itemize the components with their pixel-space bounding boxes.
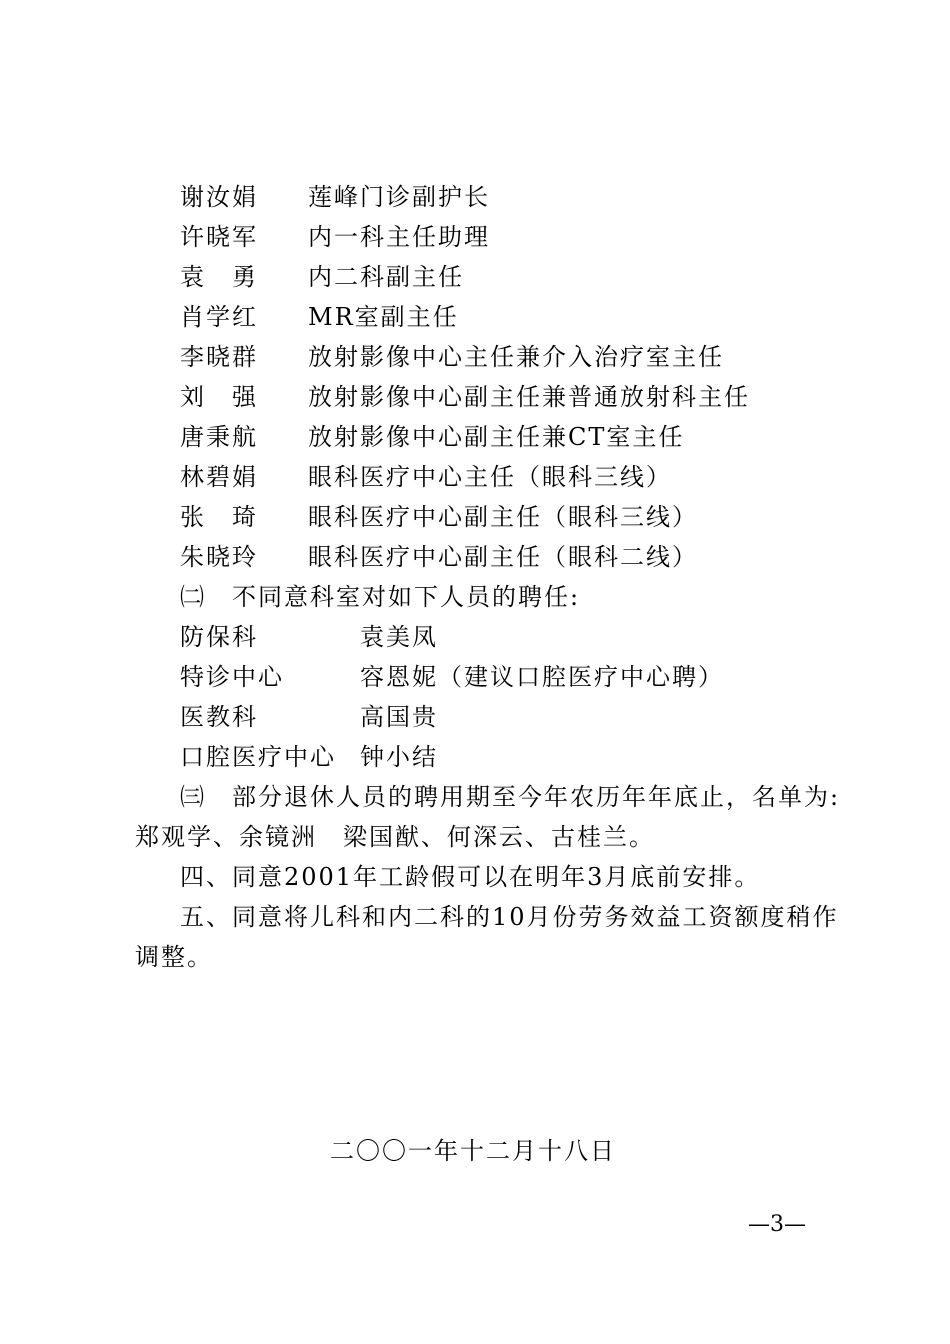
appointment-role: 放射影像中心副主任兼CT室主任 xyxy=(308,423,685,451)
person-name: 袁美凤 xyxy=(360,623,438,651)
department-name: 特诊中心 xyxy=(180,663,284,691)
appointment-name: 刘 强 xyxy=(180,383,258,411)
section-2-heading: ㈡ 不同意科室对如下人员的聘任: xyxy=(180,583,581,611)
section-4-paragraph: 四、同意2001年工龄假可以在明年3月底前安排。 xyxy=(180,863,761,891)
department-name: 口腔医疗中心 xyxy=(180,743,336,771)
department-name: 防保科 xyxy=(180,623,258,651)
page-number: —3— xyxy=(748,1212,806,1237)
appointment-role: 眼科医疗中心副主任（眼科二线） xyxy=(308,543,698,571)
appointment-role: 眼科医疗中心副主任（眼科三线） xyxy=(308,503,698,531)
appointment-name: 肖学红 xyxy=(180,303,258,331)
appointment-name: 李晓群 xyxy=(180,343,258,371)
appointment-role: 眼科医疗中心主任（眼科三线） xyxy=(308,463,672,491)
person-name: 容恩妮（建议口腔医疗中心聘） xyxy=(360,663,724,691)
person-name: 高国贵 xyxy=(360,703,438,731)
appointment-role: MR室副主任 xyxy=(308,303,459,331)
appointment-name: 林碧娟 xyxy=(180,463,258,491)
document-date: 二〇〇一年十二月十八日 xyxy=(330,1137,616,1165)
section-5-paragraph: 五、同意将儿科和内二科的10月份劳务效益工资额度稍作调整。 xyxy=(135,903,839,971)
appointment-role: 内一科主任助理 xyxy=(308,223,490,251)
appointment-role: 莲峰门诊副护长 xyxy=(308,183,490,211)
appointment-role: 放射影像中心副主任兼普通放射科主任 xyxy=(308,383,750,411)
appointment-name: 张 琦 xyxy=(180,503,258,531)
appointment-name: 朱晓玲 xyxy=(180,543,258,571)
appointment-name: 许晓军 xyxy=(180,223,258,251)
section-3-paragraph: ㈢ 部分退休人员的聘用期至今年农历年年底止，名单为:郑观学、余镜洲 梁国猷、何深云、古桂兰。 xyxy=(135,783,841,851)
department-name: 医教科 xyxy=(180,703,258,731)
appointment-name: 袁 勇 xyxy=(180,263,258,291)
appointment-role: 放射影像中心主任兼介入治疗室主任 xyxy=(308,343,724,371)
appointment-name: 谢汝娟 xyxy=(180,183,258,211)
person-name: 钟小结 xyxy=(360,743,438,771)
appointment-role: 内二科副主任 xyxy=(308,263,464,291)
appointment-name: 唐秉航 xyxy=(180,423,258,451)
